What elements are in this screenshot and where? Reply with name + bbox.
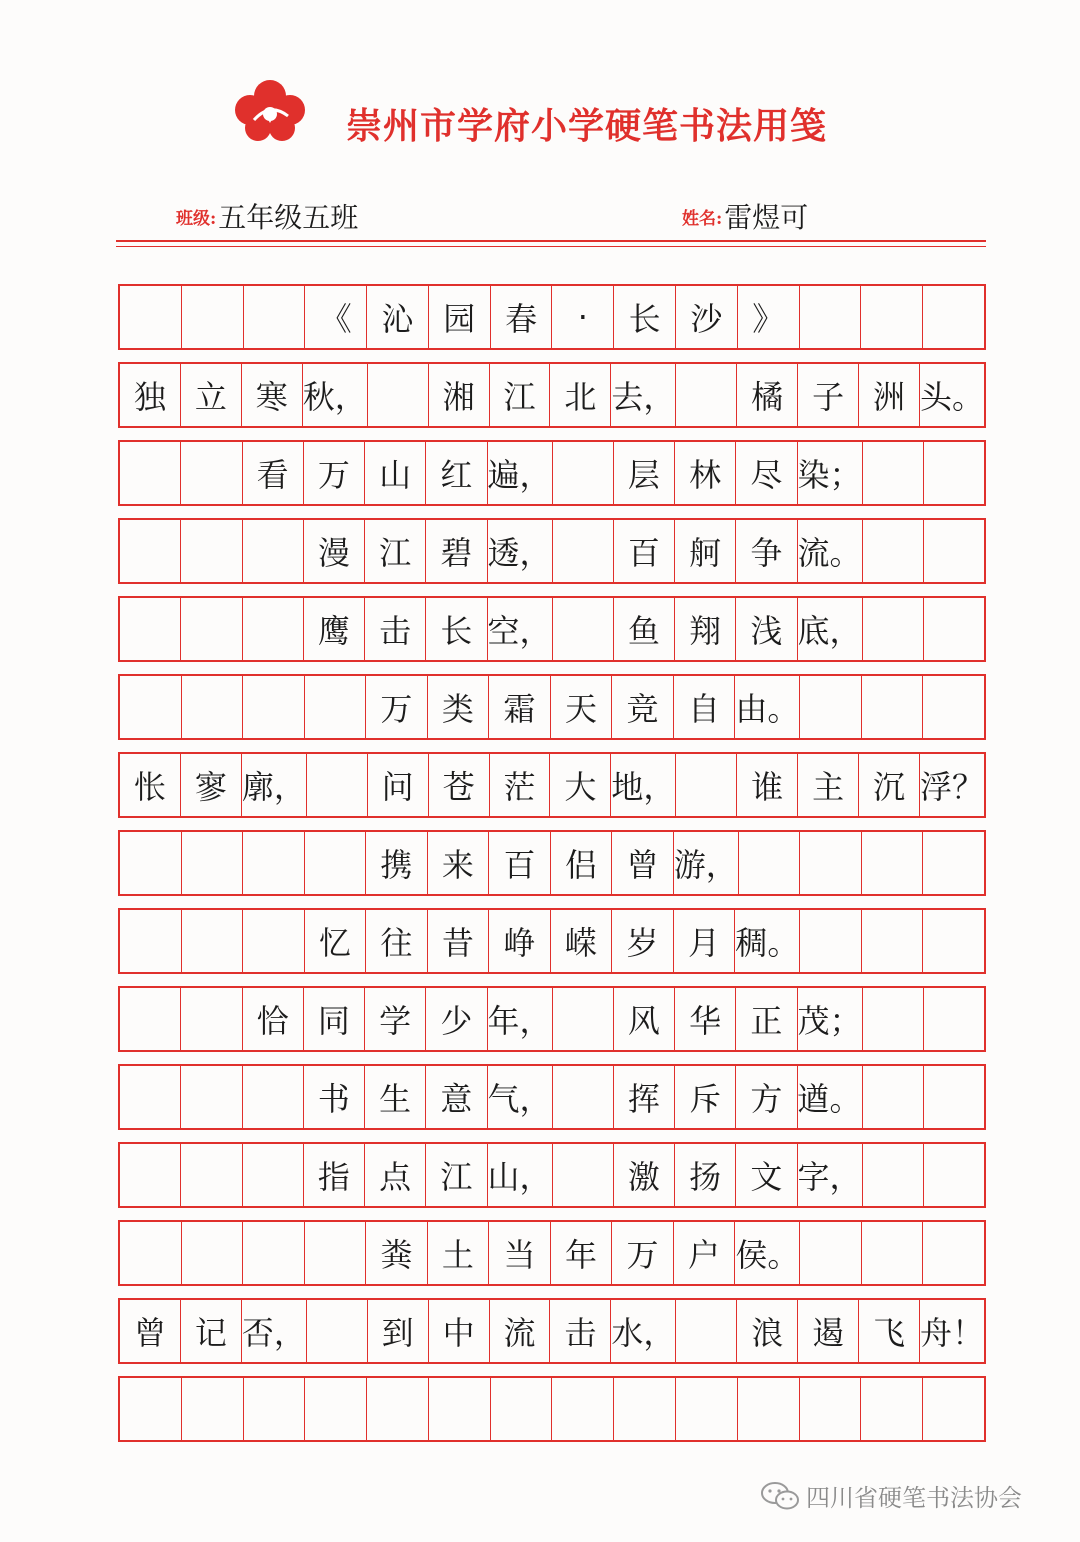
grid-cell	[739, 832, 801, 894]
grid-cell: 年	[551, 1222, 613, 1284]
grid-cell	[243, 1222, 305, 1284]
grid-cell: 到	[368, 1300, 429, 1362]
grid-cell: 鹰	[304, 598, 365, 660]
grid-cell	[924, 442, 984, 504]
header-rule-top	[116, 240, 986, 242]
grid-cell: 江	[490, 364, 551, 426]
grid-cell: 碧	[426, 520, 487, 582]
grid-cell	[367, 1378, 429, 1440]
grid-cell: 大	[550, 754, 611, 816]
grid-cell	[307, 1300, 368, 1362]
grid-cell	[368, 364, 429, 426]
grid-cell	[181, 1144, 242, 1206]
grid-cell: 万	[304, 442, 365, 504]
grid-cell: 竞	[612, 676, 674, 738]
grid-row	[118, 830, 986, 896]
grid-cell	[552, 1378, 614, 1440]
grid-cell	[120, 598, 181, 660]
grid-cell: 意	[426, 1066, 487, 1128]
grid-cell: 层	[614, 442, 675, 504]
grid-cell	[924, 988, 984, 1050]
grid-cell	[305, 676, 367, 738]
grid-cell: 年，	[488, 988, 553, 1050]
grid-cell: 峥	[489, 910, 551, 972]
grid-cell: 茂；	[798, 988, 863, 1050]
grid-cell: 林	[675, 442, 736, 504]
grid-cell	[800, 286, 862, 348]
grid-cell: 自	[674, 676, 736, 738]
grid-cell: 去，	[611, 364, 676, 426]
grid-cell: 挥	[614, 1066, 675, 1128]
grid-cell	[923, 1378, 984, 1440]
grid-cell: 鱼	[614, 598, 675, 660]
grid-cell	[553, 1066, 614, 1128]
grid-cell: 书	[304, 1066, 365, 1128]
grid-cell	[862, 676, 924, 738]
name-label: 姓名:	[682, 209, 723, 229]
grid-cell: 往	[366, 910, 428, 972]
grid-row	[118, 1064, 986, 1130]
name-field	[682, 196, 808, 236]
grid-cell: 主	[798, 754, 859, 816]
grid-cell: 流	[490, 1300, 551, 1362]
grid-cell: 《	[305, 286, 367, 348]
grid-cell: 沙	[676, 286, 738, 348]
grid-cell	[676, 1378, 738, 1440]
grid-cell	[120, 832, 182, 894]
grid-cell: 底，	[798, 598, 863, 660]
grid-cell: 染；	[798, 442, 863, 504]
grid-cell: 户	[674, 1222, 736, 1284]
grid-cell: 方	[736, 1066, 797, 1128]
grid-cell: 浅	[736, 598, 797, 660]
grid-cell: 华	[675, 988, 736, 1050]
grid-cell	[120, 442, 181, 504]
grid-cell: 由。	[735, 676, 800, 738]
grid-cell	[120, 520, 181, 582]
grid-cell	[800, 676, 862, 738]
class-field	[176, 196, 358, 236]
grid-row	[118, 596, 986, 662]
grid-cell: 谁	[737, 754, 798, 816]
grid-row	[118, 284, 986, 350]
grid-cell: 山	[365, 442, 426, 504]
grid-cell	[924, 598, 984, 660]
grid-cell: 遏	[798, 1300, 859, 1362]
class-value: 五年级五班	[218, 201, 359, 234]
grid-cell	[924, 1066, 984, 1128]
grid-cell	[305, 832, 367, 894]
grid-cell: 万	[366, 676, 428, 738]
school-logo	[232, 76, 308, 148]
grid-cell: 舟！	[920, 1314, 985, 1352]
grid-cell: 长	[426, 598, 487, 660]
grid-cell: 气，	[488, 1066, 553, 1128]
grid-cell: 浪	[737, 1300, 798, 1362]
grid-cell: 月	[674, 910, 736, 972]
grid-cell	[863, 988, 924, 1050]
grid-cell: 万	[612, 1222, 674, 1284]
grid-cell	[861, 1378, 923, 1440]
grid-cell: 嵘	[551, 910, 613, 972]
grid-cell: 少	[426, 988, 487, 1050]
grid-cell: 天	[551, 676, 613, 738]
grid-cell: 点	[365, 1144, 426, 1206]
grid-row	[118, 1220, 986, 1286]
watermark-text: 四川省硬笔书法协会	[806, 1484, 1022, 1512]
grid-cell	[800, 1378, 862, 1440]
grid-cell	[800, 1222, 862, 1284]
grid-cell	[862, 910, 924, 972]
grid-cell	[243, 598, 304, 660]
grid-cell: 稠。	[735, 910, 800, 972]
grid-cell: 立	[181, 364, 242, 426]
grid-cell: 漫	[304, 520, 365, 582]
grid-cell	[923, 1222, 984, 1284]
grid-cell: 水，	[611, 1300, 676, 1362]
grid-cell: 浮？	[920, 768, 985, 806]
grid-cell: 生	[365, 1066, 426, 1128]
grid-cell: 游，	[674, 832, 739, 894]
grid-cell	[181, 988, 242, 1050]
grid-cell	[863, 520, 924, 582]
grid-cell: 沁	[367, 286, 429, 348]
grid-row	[118, 1376, 986, 1442]
grid-cell: 洲	[859, 364, 920, 426]
grid-cell	[800, 832, 862, 894]
grid-cell: 流。	[798, 520, 863, 582]
grid-cell: 寥	[181, 754, 242, 816]
grid-cell: 指	[304, 1144, 365, 1206]
grid-row	[118, 518, 986, 584]
grid-cell: 橘	[737, 364, 798, 426]
grid-row	[118, 440, 986, 506]
grid-cell	[244, 1378, 306, 1440]
grid-cell: 激	[614, 1144, 675, 1206]
grid-cell: 江	[365, 520, 426, 582]
grid-cell: 》	[738, 286, 800, 348]
grid-cell: 看	[243, 442, 304, 504]
grid-cell: 当	[489, 1222, 551, 1284]
grid-row	[118, 1298, 986, 1364]
grid-cell	[120, 1222, 182, 1284]
grid-cell	[244, 286, 306, 348]
grid-cell: 地，	[611, 754, 676, 816]
grid-row	[118, 362, 986, 428]
grid-cell: 空，	[488, 598, 553, 660]
grid-row	[118, 908, 986, 974]
grid-cell	[182, 1222, 244, 1284]
grid-cell	[863, 1144, 924, 1206]
grid-cell	[614, 1378, 676, 1440]
name-value: 雷煜可	[724, 201, 809, 234]
grid-cell	[243, 832, 305, 894]
grid-cell: 翔	[675, 598, 736, 660]
grid-cell: 园	[429, 286, 491, 348]
grid-cell	[429, 1378, 491, 1440]
grid-cell: 廓，	[242, 754, 307, 816]
grid-cell: 中	[429, 1300, 490, 1362]
grid-cell	[923, 832, 984, 894]
grid-cell: 文	[736, 1144, 797, 1206]
grid-cell	[863, 442, 924, 504]
watermark	[760, 1478, 1022, 1513]
grid-cell	[676, 364, 737, 426]
grid-cell	[182, 286, 244, 348]
grid-cell	[305, 1378, 367, 1440]
grid-cell	[861, 286, 923, 348]
grid-cell	[553, 598, 614, 660]
grid-row	[118, 1142, 986, 1208]
grid-cell	[120, 1144, 181, 1206]
grid-cell: 同	[304, 988, 365, 1050]
grid-cell: 红	[426, 442, 487, 504]
grid-cell: 苍	[429, 754, 490, 816]
grid-cell	[120, 910, 182, 972]
grid-cell: 记	[181, 1300, 242, 1362]
grid-cell	[120, 1066, 181, 1128]
grid-cell: 粪	[366, 1222, 428, 1284]
grid-cell	[924, 520, 984, 582]
grid-cell	[120, 676, 182, 738]
grid-cell: 山，	[488, 1144, 553, 1206]
grid-cell: 正	[736, 988, 797, 1050]
grid-cell	[182, 832, 244, 894]
grid-cell: 扬	[675, 1144, 736, 1206]
grid-cell	[243, 910, 305, 972]
grid-cell	[243, 676, 305, 738]
grid-cell	[243, 1144, 304, 1206]
grid-cell: 百	[614, 520, 675, 582]
grid-cell	[553, 520, 614, 582]
grid-cell: 沉	[859, 754, 920, 816]
grid-cell: 飞	[859, 1300, 920, 1362]
grid-cell: 风	[614, 988, 675, 1050]
grid-cell: 长	[614, 286, 676, 348]
class-label: 班级:	[176, 209, 217, 229]
grid-cell	[862, 1222, 924, 1284]
grid-cell: 斥	[675, 1066, 736, 1128]
grid-cell	[243, 520, 304, 582]
grid-cell: 学	[365, 988, 426, 1050]
grid-cell: 遍，	[488, 442, 553, 504]
grid-cell: 茫	[490, 754, 551, 816]
grid-cell: 舸	[675, 520, 736, 582]
grid-cell	[863, 598, 924, 660]
grid-cell	[676, 754, 737, 816]
grid-cell	[120, 988, 181, 1050]
grid-cell: 击	[365, 598, 426, 660]
grid-cell	[181, 442, 242, 504]
grid-cell: 岁	[612, 910, 674, 972]
grid-cell: 霜	[489, 676, 551, 738]
grid-cell: 侣	[551, 832, 613, 894]
grid-cell: 携	[366, 832, 428, 894]
grid-cell: 尽	[736, 442, 797, 504]
grid-cell: 击	[550, 1300, 611, 1362]
grid-cell: 曾	[612, 832, 674, 894]
writing-grid	[118, 284, 986, 1442]
grid-cell	[491, 1378, 553, 1440]
grid-cell: 湘	[429, 364, 490, 426]
school-title: 崇州市学府小学硬笔书法用笺	[346, 105, 828, 147]
grid-cell	[120, 286, 182, 348]
grid-cell: 恰	[243, 988, 304, 1050]
grid-cell: 江	[426, 1144, 487, 1206]
grid-cell: 昔	[428, 910, 490, 972]
grid-cell	[923, 910, 984, 972]
grid-cell: 百	[489, 832, 551, 894]
grid-cell: 怅	[120, 754, 181, 816]
grid-cell	[305, 1222, 367, 1284]
grid-cell: 否，	[242, 1300, 307, 1362]
grid-cell	[738, 1378, 800, 1440]
grid-cell: 秋，	[303, 364, 368, 426]
grid-cell	[120, 1378, 182, 1440]
grid-cell: 类	[428, 676, 490, 738]
grid-cell	[181, 1066, 242, 1128]
grid-cell	[181, 520, 242, 582]
grid-cell	[863, 1066, 924, 1128]
grid-cell: 曾	[120, 1300, 181, 1362]
grid-cell: 北	[550, 364, 611, 426]
grid-cell	[800, 910, 862, 972]
grid-cell: 土	[428, 1222, 490, 1284]
grid-cell: 寒	[242, 364, 303, 426]
grid-cell	[923, 676, 984, 738]
grid-row	[118, 674, 986, 740]
grid-cell: 独	[120, 364, 181, 426]
grid-cell	[553, 442, 614, 504]
grid-cell	[307, 754, 368, 816]
grid-cell	[553, 1144, 614, 1206]
grid-cell: 来	[428, 832, 490, 894]
grid-cell	[182, 676, 244, 738]
grid-cell: 春	[491, 286, 553, 348]
grid-cell	[553, 988, 614, 1050]
wechat-icon	[760, 1480, 800, 1512]
grid-cell	[243, 1066, 304, 1128]
grid-cell: 透，	[488, 520, 553, 582]
header-rule-bottom	[116, 246, 986, 247]
grid-cell	[862, 832, 924, 894]
grid-cell	[923, 286, 984, 348]
grid-row	[118, 752, 986, 818]
grid-cell	[676, 1300, 737, 1362]
grid-cell: 遒。	[798, 1066, 863, 1128]
grid-cell: 问	[368, 754, 429, 816]
grid-cell: 争	[736, 520, 797, 582]
grid-cell: 子	[798, 364, 859, 426]
grid-cell	[181, 598, 242, 660]
grid-row	[118, 986, 986, 1052]
grid-cell	[182, 1378, 244, 1440]
plum-blossom-icon	[232, 76, 308, 148]
grid-cell: 头。	[920, 378, 985, 416]
grid-cell: 字，	[798, 1144, 863, 1206]
grid-cell: 侯。	[735, 1222, 800, 1284]
grid-cell	[924, 1144, 984, 1206]
grid-cell: 忆	[305, 910, 367, 972]
grid-cell	[182, 910, 244, 972]
grid-cell: ·	[552, 286, 614, 348]
